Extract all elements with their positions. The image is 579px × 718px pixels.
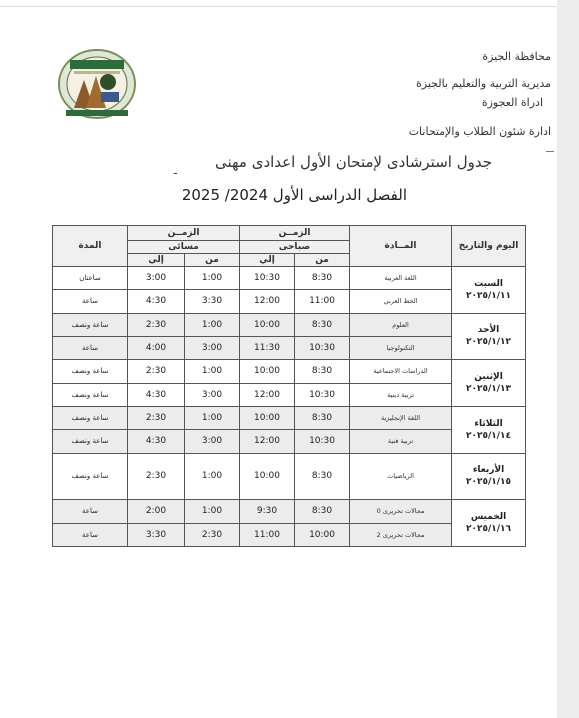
duration-cell: ساعة ونصف <box>53 313 128 336</box>
duration-cell: ساعة <box>53 290 128 313</box>
directorate-logo <box>56 46 138 122</box>
morning-from-cell: 8:30 <box>295 313 350 336</box>
table-row <box>53 267 526 290</box>
day-name: السبت <box>474 278 503 289</box>
header-evening: مسائى <box>128 241 240 254</box>
table-row <box>53 453 526 500</box>
subject-cell: الرياضيات <box>350 453 452 500</box>
duration-cell: ساعة ونصف <box>53 406 128 429</box>
schedule-title: جدول استرشادى لإمتحان الأول اعدادى مهنى <box>214 153 492 171</box>
evening-from-cell: 3:30 <box>185 290 240 313</box>
morning-to-cell: 12:00 <box>240 383 295 406</box>
header-morning: صباحى <box>240 241 350 254</box>
duration-cell: ساعة ونصف <box>53 453 128 500</box>
evening-from-cell: 1:00 <box>185 313 240 336</box>
subject-cell: مجالات تحريرى 2 <box>350 523 452 546</box>
evening-from-cell: 1:00 <box>185 500 240 523</box>
day-name: الثلاثاء <box>474 418 503 429</box>
evening-to-cell: 4:00 <box>128 336 185 359</box>
subject-cell: الخط العربي <box>350 290 452 313</box>
day-name: الأحد <box>477 325 500 336</box>
header-evening-from: من <box>185 254 240 267</box>
morning-to-cell: 10:00 <box>240 360 295 383</box>
evening-to-cell: 2:30 <box>128 453 185 500</box>
evening-to-cell: 2:00 <box>128 500 185 523</box>
day-cell-wednesday <box>452 453 526 500</box>
table-row <box>53 500 526 523</box>
day-name: الخميس <box>470 512 507 523</box>
subject-cell: تربية دينية <box>350 383 452 406</box>
duration-cell: ساعتان <box>53 267 128 290</box>
evening-to-cell: 4:30 <box>128 290 185 313</box>
subject-cell: اللغة العربية <box>350 267 452 290</box>
day-cell-tuesday <box>452 406 526 453</box>
header-morning-to: إلي <box>240 254 295 267</box>
header-time-morning: الزمــن <box>240 226 350 241</box>
evening-to-cell: 2:30 <box>128 406 185 429</box>
morning-to-cell: 10:00 <box>240 406 295 429</box>
exam-schedule-table <box>52 225 526 547</box>
subject-cell: التكنولوجيا <box>350 336 452 359</box>
semester-title: الفصل الدراسى الأول 2024/ 2025 <box>181 186 407 204</box>
evening-from-cell: 1:00 <box>185 406 240 429</box>
table-row <box>53 360 526 383</box>
duration-cell: ساعة <box>53 523 128 546</box>
morning-from-cell: 10:30 <box>295 430 350 453</box>
evening-to-cell: 4:30 <box>128 383 185 406</box>
day-date: ٢٠٢٥/١/١٥ <box>466 477 512 488</box>
header-duration: المدة <box>53 226 128 267</box>
duration-cell: ساعة ونصف <box>53 430 128 453</box>
day-cell-saturday <box>452 267 526 314</box>
morning-from-cell: 8:30 <box>295 453 350 500</box>
department-label: ادارة شئون الطلاب والإمتحانات <box>408 125 551 138</box>
subject-cell: العلوم <box>350 313 452 336</box>
morning-to-cell: 11:00 <box>240 523 295 546</box>
evening-from-cell: 3:00 <box>185 430 240 453</box>
margin-dash <box>546 151 554 152</box>
subject-cell: تربية فنية <box>350 430 452 453</box>
morning-to-cell: 10:00 <box>240 453 295 500</box>
morning-from-cell: 8:30 <box>295 500 350 523</box>
day-cell-sunday <box>452 313 526 360</box>
day-name: الأربعاء <box>472 465 505 476</box>
header-morning-from: من <box>295 254 350 267</box>
header-evening-to: إلي <box>128 254 185 267</box>
morning-from-cell: 11:00 <box>295 290 350 313</box>
evening-from-cell: 3:00 <box>185 336 240 359</box>
evening-from-cell: 2:30 <box>185 523 240 546</box>
morning-to-cell: 9:30 <box>240 500 295 523</box>
morning-from-cell: 8:30 <box>295 406 350 429</box>
day-cell-monday <box>452 360 526 407</box>
subject-cell: الدراسات الاجتماعية <box>350 360 452 383</box>
morning-to-cell: 11:30 <box>240 336 295 359</box>
day-cell-thursday <box>452 500 526 547</box>
top-divider <box>0 6 557 7</box>
morning-from-cell: 10:00 <box>295 523 350 546</box>
day-date: ٢٠٢٥/١/١١ <box>466 290 512 301</box>
subject-cell: اللغة الإنجليزية <box>350 406 452 429</box>
morning-to-cell: 12:00 <box>240 430 295 453</box>
morning-from-cell: 8:30 <box>295 267 350 290</box>
morning-to-cell: 12:00 <box>240 290 295 313</box>
header-day-date: اليوم والتاريخ <box>452 226 526 267</box>
title-dash: - <box>173 166 178 181</box>
morning-from-cell: 10:30 <box>295 336 350 359</box>
day-date: ٢٠٢٥/١/١٣ <box>466 384 512 395</box>
evening-to-cell: 3:30 <box>128 523 185 546</box>
day-date: ٢٠٢٥/١/١٦ <box>466 524 512 535</box>
evening-from-cell: 1:00 <box>185 360 240 383</box>
evening-from-cell: 3:00 <box>185 383 240 406</box>
duration-cell: ساعة <box>53 500 128 523</box>
day-date: ٢٠٢٥/١/١٢ <box>466 337 512 348</box>
morning-from-cell: 8:30 <box>295 360 350 383</box>
duration-cell: ساعة ونصف <box>53 383 128 406</box>
evening-to-cell: 2:30 <box>128 313 185 336</box>
morning-to-cell: 10:30 <box>240 267 295 290</box>
evening-from-cell: 1:00 <box>185 267 240 290</box>
duration-cell: ساعة <box>53 336 128 359</box>
subject-cell: مجالات تحريرى 0 <box>350 500 452 523</box>
evening-to-cell: 4:30 <box>128 430 185 453</box>
morning-from-cell: 10:30 <box>295 383 350 406</box>
header-time-evening: الزمــن <box>128 226 240 241</box>
evening-from-cell: 1:00 <box>185 453 240 500</box>
table-row <box>53 313 526 336</box>
day-date: ٢٠٢٥/١/١٤ <box>466 430 512 441</box>
evening-to-cell: 3:00 <box>128 267 185 290</box>
day-name: الإثنين <box>474 372 503 383</box>
administration-label: ادراة العجوزة <box>481 96 543 109</box>
governorate-label: محافظة الجيزة <box>482 50 551 63</box>
directorate-label: مديرية التربية والتعليم بالجيزة <box>416 77 551 90</box>
evening-to-cell: 2:30 <box>128 360 185 383</box>
duration-cell: ساعة ونصف <box>53 360 128 383</box>
morning-to-cell: 10:00 <box>240 313 295 336</box>
right-margin-bar <box>557 0 579 718</box>
table-row <box>53 406 526 429</box>
header-subject: المــادة <box>350 226 452 267</box>
